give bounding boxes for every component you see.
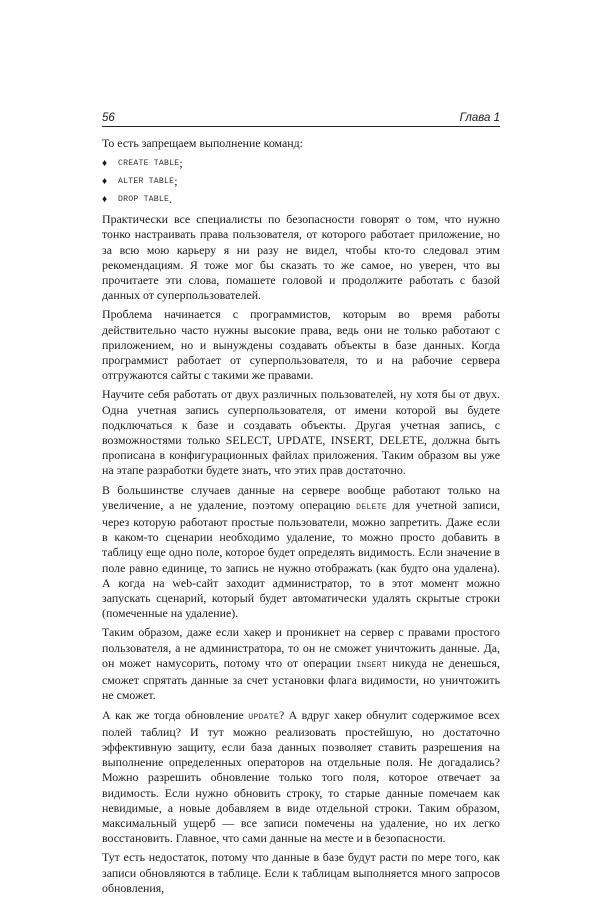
inline-code: DELETE: [356, 502, 387, 512]
list-item: [102, 172, 500, 190]
list-punctuation: ;: [179, 155, 183, 170]
list-punctuation: .: [169, 191, 173, 206]
paragraph: [102, 708, 500, 847]
paragraph: Научите себя работать от двух различных пользователей, ну хотя бы от двух. Одна учетная запись суперпользователя, от имени которой вы будете подключаться к базе и создавать объекты. Другая учетная запись, с возможностями только SELECT, UPDATE, INSERT, DELETE, должна быть прописана в конфигурационных файлах приложения. Таким образом вы уже на этапе разработки будете знать, что этих прав достаточно.: [102, 387, 500, 478]
command-code: CREATE TABLE: [118, 158, 180, 168]
text-run: Таким образом, даже если хакер и проникнет на сервер с правами простого пользователя, а не администратора, то он не сможет уничтожить данные. Да, он может намусорить, потому что от операции: [102, 625, 500, 670]
intro-line: То есть запрещаем выполнение команд:: [102, 136, 303, 150]
text-run: для учетной записи, через которую работают простые пользователи, можно запретить. Даже если в каком-то сценарии необходимо удаление, то можно просто добавить в таблицу еще одно поле, которое будет определять видимость. Если значение в поле равно единице, то запись не нужно отображать (как будто она удалена). А когда на web-сайт заходит администратор, то в этот момент можно запускать сценарий, который будет автоматически удалять скрытые строки (помеченные на удаление).: [102, 497, 501, 621]
diamond-bullet-icon: ♦: [102, 193, 108, 205]
text-run: ? А вдруг хакер обнулит содержимое всех полей таблиц? И тут можно реализовать простейшую, но достаточно эффективную защиту, если база данных позволяет ставить разрешения на выполнение определенных операторов на отдельные поля. Не догадались? Можно разрешить обновление только того поля, которое отвечает за видимость. Если нужно обновить строку, то старые данные помечаем как невидимые, а новые добавляем в виде отдельной строки. Таким образом, максимальный ущерб — все записи помечены на удаление, но их легко восстановить. Главное, что сами данные на месте и в безопасности.: [102, 707, 500, 846]
text-run: никуда не денешься, сможет спрятать данные за счет установки флага видимости, но уничтожить не сможет.: [102, 655, 500, 703]
paragraph: Тут есть недостаток, потому что данные в базе будут расти по мере того, как записи обновляются в таблице. Если к таблицам выполняется много запросов обновления,: [102, 850, 500, 895]
page-body: [102, 136, 500, 900]
page-number: 56: [102, 112, 115, 124]
paragraph: [102, 625, 500, 703]
list-punctuation: ;: [174, 173, 178, 188]
command-code: DROP TABLE: [118, 194, 170, 204]
inline-code: UPDATE: [248, 712, 279, 722]
inline-code: INSERT: [356, 660, 387, 670]
text-run: А как же тогда обновление: [102, 707, 249, 722]
command-list: [102, 154, 500, 208]
list-item: [102, 190, 500, 208]
command-code: ALTER TABLE: [118, 176, 175, 186]
diamond-bullet-icon: ♦: [102, 175, 108, 187]
paragraph: Практически все специалисты по безопасности говорят о том, что нужно тонко настраивать права пользователя, от которого работает приложение, но за всю мою карьеру я ни разу не видел, чтобы кто-то следовал этим рекомендациям. Я тоже мог бы сказать то же самое, но уверен, что вы прочитаете эти слова, помашете головой и продолжите работать с базой данных от суперпользователей.: [102, 212, 500, 303]
paragraph: [102, 483, 500, 622]
chapter-title: Глава 1: [459, 112, 500, 124]
paragraph: Проблема начинается с программистов, которым во время работы действительно часто нужны высокие права, ведь они не только работают с приложением, но и вынуждены создавать объекты в базе данных. Когда программист работает от суперпользователя, то и на рабочие сервера отгружаются сайты с такими же правами.: [102, 307, 500, 383]
header-rule: [102, 126, 500, 127]
text-run: В большинстве случаев данные на сервере вообще работают только на увеличение, а не удаление, поэтому операцию: [102, 482, 500, 512]
diamond-bullet-icon: ♦: [102, 157, 108, 169]
list-item: [102, 154, 500, 172]
running-header: [102, 112, 500, 124]
